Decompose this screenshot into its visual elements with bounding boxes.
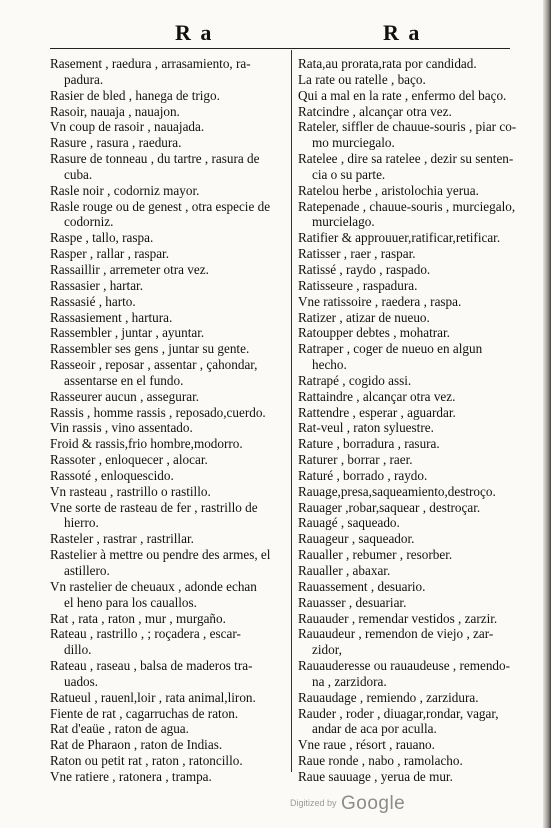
dictionary-line: Ratueul , rauenl,loir , rata animal,liron. <box>50 689 256 705</box>
dictionary-line: Rastelier à mettre ou pendre des armes, el <box>50 547 271 563</box>
dictionary-line: Rauage,presa,saqueamiento,destroço. <box>298 483 496 499</box>
dictionary-line: Raton ou petit rat , raton , ratoncillo. <box>50 753 243 769</box>
dictionary-line: Rassoté , enloquescido. <box>50 467 174 483</box>
dictionary-line: Rauaudage , remiendo , zarzidura. <box>298 689 479 705</box>
dictionary-line: Rasper , rallar , raspar. <box>50 246 170 262</box>
dictionary-line: La rate ou ratelle , baço. <box>298 71 426 87</box>
dictionary-line: el heno para los cauallos. <box>64 594 197 610</box>
dictionary-line: Ratelou herbe , aristolochia yerua. <box>298 182 479 198</box>
header-left: R a <box>175 20 214 45</box>
dictionary-line: Vn rasteau , rastrillo o rastillo. <box>50 483 211 499</box>
dictionary-line: Rata,au prorata,rata por candidad. <box>298 56 477 71</box>
dictionary-line: Ratifier & approuuer,ratificar,retificar. <box>298 230 501 246</box>
header-rule <box>50 48 510 49</box>
dictionary-line: astillero. <box>64 563 110 578</box>
dictionary-line: Rasseoir , reposar , assentar , çahondar, <box>50 357 258 373</box>
dictionary-line: Vin rassis , vino assentado. <box>50 420 193 436</box>
dictionary-line: Rassis , homme rassis , reposado,cuerdo. <box>50 404 266 420</box>
dictionary-line: Rasseurer aucun , assegurar. <box>50 388 200 404</box>
watermark-prefix: Digitized by <box>290 798 337 808</box>
dictionary-line: uados. <box>64 673 99 689</box>
dictionary-line: Ratissé , raydo , raspado. <box>298 261 431 277</box>
dictionary-line: Rasle noir , codorniz mayor. <box>50 182 200 198</box>
header-right: R a <box>383 20 422 45</box>
dictionary-line: Ratraper , coger de nueuo en algun <box>298 341 483 357</box>
watermark-brand: Google <box>340 793 406 814</box>
dictionary-line: codorniz. <box>64 214 114 230</box>
dictionary-line: Ratisser , raer , raspar. <box>298 246 416 262</box>
dictionary-line: Rateau , rastrillo , ; roçadera , escar- <box>50 626 241 642</box>
dictionary-line: Rauder , roder , diuagar,rondar, vagar, <box>298 705 499 721</box>
dictionary-line: Rassaillir , arremeter otra vez. <box>50 261 209 277</box>
dictionary-line: andar de aca por aculla. <box>312 721 437 737</box>
dictionary-line: Vne ratissoire , raedera , raspa. <box>298 293 462 309</box>
dictionary-line: Rat-veul , raton syluestre. <box>298 420 434 436</box>
dictionary-line: padura. <box>64 71 104 87</box>
dictionary-line: Rasure , rasura , raedura. <box>50 135 182 151</box>
dictionary-line: Raturé , borrado , raydo. <box>298 467 428 483</box>
dictionary-line: Rassoter , enloquecer , alocar. <box>50 452 208 468</box>
dictionary-line: Rauauder , remendar vestidos , zarzir. <box>298 610 498 626</box>
dictionary-line: Rattendre , esperar , aguardar. <box>298 404 456 420</box>
dictionary-line: Rat de Pharaon , raton de Indias. <box>50 737 223 753</box>
dictionary-line: Vn rastelier de cheuaux , adonde echan <box>50 578 257 594</box>
dictionary-line: Ratepenade , chauue-souris , murciegalo, <box>298 198 516 214</box>
running-header <box>0 20 551 50</box>
dictionary-line: Rasle rouge ou de genest , otra especie de <box>50 198 271 214</box>
dictionary-line: cia o su parte. <box>312 166 386 182</box>
dictionary-line: dillo. <box>64 642 92 658</box>
left-column <box>50 56 283 785</box>
dictionary-line: Rasoir, nauaja , nauajon. <box>50 103 180 119</box>
right-column <box>298 56 517 785</box>
dictionary-line: Rassasiement , hartura. <box>50 309 173 325</box>
dictionary-line: Raualler , rebumer , resorber. <box>298 547 453 563</box>
dictionary-line: zidor, <box>312 642 342 658</box>
dictionary-line: Rauassement , desuario. <box>298 578 426 594</box>
dictionary-line: Rauager ,robar,saquear , destroçar. <box>298 499 481 515</box>
dictionary-line: hecho. <box>312 357 347 373</box>
dictionary-line: assentarse en el fundo. <box>64 372 184 388</box>
digitized-watermark <box>290 793 405 815</box>
dictionary-line: Rasier de bled , hanega de trigo. <box>50 87 220 103</box>
dictionary-line: Qui a mal en la rate , enfermo del baço. <box>298 87 507 103</box>
dictionary-line: Fiente de rat , cagarruchas de raton. <box>50 705 239 721</box>
dictionary-line: Rauasser , desuariar. <box>298 594 407 610</box>
dictionary-line: Raturer , borrar , raer. <box>298 452 413 468</box>
dictionary-line: mo murciegalo. <box>312 135 395 151</box>
dictionary-line: Ratrapé , cogido assi. <box>298 372 412 388</box>
dictionary-line: Ratizer , atizar de nueuo. <box>298 309 430 325</box>
dictionary-line: Vn coup de rasoir , nauajada. <box>50 119 205 135</box>
dictionary-line: Froid & rassis,frio hombre,modorro. <box>50 436 243 452</box>
dictionary-line: Rassembler ses gens , juntar su gente. <box>50 341 250 357</box>
dictionary-line: Ratisseure , raspadura. <box>298 277 418 293</box>
dictionary-line: Raspe , tallo, raspa. <box>50 230 154 246</box>
dictionary-line: Rattaindre , alcançar otra vez. <box>298 388 456 404</box>
dictionary-line: Raualler , abaxar. <box>298 563 391 578</box>
dictionary-line: Rauageur , saqueador. <box>298 531 415 547</box>
dictionary-line: Raue sauuage , yerua de mur. <box>298 768 453 784</box>
dictionary-line: Vne sorte de rasteau de fer , rastrillo de <box>50 499 258 515</box>
dictionary-line: na , zarzidora. <box>312 673 387 689</box>
page-edge <box>543 0 551 828</box>
dictionary-line: Rateler, siffler de chauue-souris , piar co- <box>298 119 517 135</box>
dictionary-line: Ratcindre , alcançar otra vez. <box>298 103 452 119</box>
dictionary-line: Rauagé , saqueado. <box>298 515 400 531</box>
dictionary-line: Rat , rata , raton , mur , murgaño. <box>50 610 226 626</box>
dictionary-line: Rauauderesse ou rauaudeuse , remendo- <box>298 658 511 674</box>
dictionary-line: Vne raue , résort , rauano. <box>298 737 435 753</box>
dictionary-line: Rasteler , rastrar , rastrillar. <box>50 531 194 547</box>
column-divider <box>291 50 292 772</box>
dictionary-line: Rassasié , harto. <box>50 293 136 309</box>
dictionary-line: Rat d'eaüe , raton de agua. <box>50 721 189 737</box>
dictionary-line: Rateau , raseau , balsa de maderos tra- <box>50 658 253 674</box>
dictionary-line: murcielago. <box>312 214 375 230</box>
dictionary-line: Vne ratiere , ratonera , trampa. <box>50 768 212 784</box>
dictionary-line: Rasement , raedura , arrasamiento, ra- <box>50 56 251 71</box>
dictionary-line: Raue ronde , nabo , ramolacho. <box>298 753 463 769</box>
dictionary-line: cuba. <box>64 166 93 182</box>
dictionary-line: hierro. <box>64 515 99 531</box>
dictionary-line: Rassembler , juntar , ayuntar. <box>50 325 205 341</box>
dictionary-line: Rassasier , hartar. <box>50 277 144 293</box>
dictionary-line: Ratelee , dire sa ratelee , dezir su senten- <box>298 151 514 167</box>
dictionary-line: Rauaudeur , remendon de viejo , zar- <box>298 626 494 642</box>
dictionary-line: Rasure de tonneau , du tartre , rasura de <box>50 151 260 167</box>
dictionary-line: Rature , borradura , rasura. <box>298 436 440 452</box>
dictionary-line: Ratoupper debtes , mohatrar. <box>298 325 450 341</box>
